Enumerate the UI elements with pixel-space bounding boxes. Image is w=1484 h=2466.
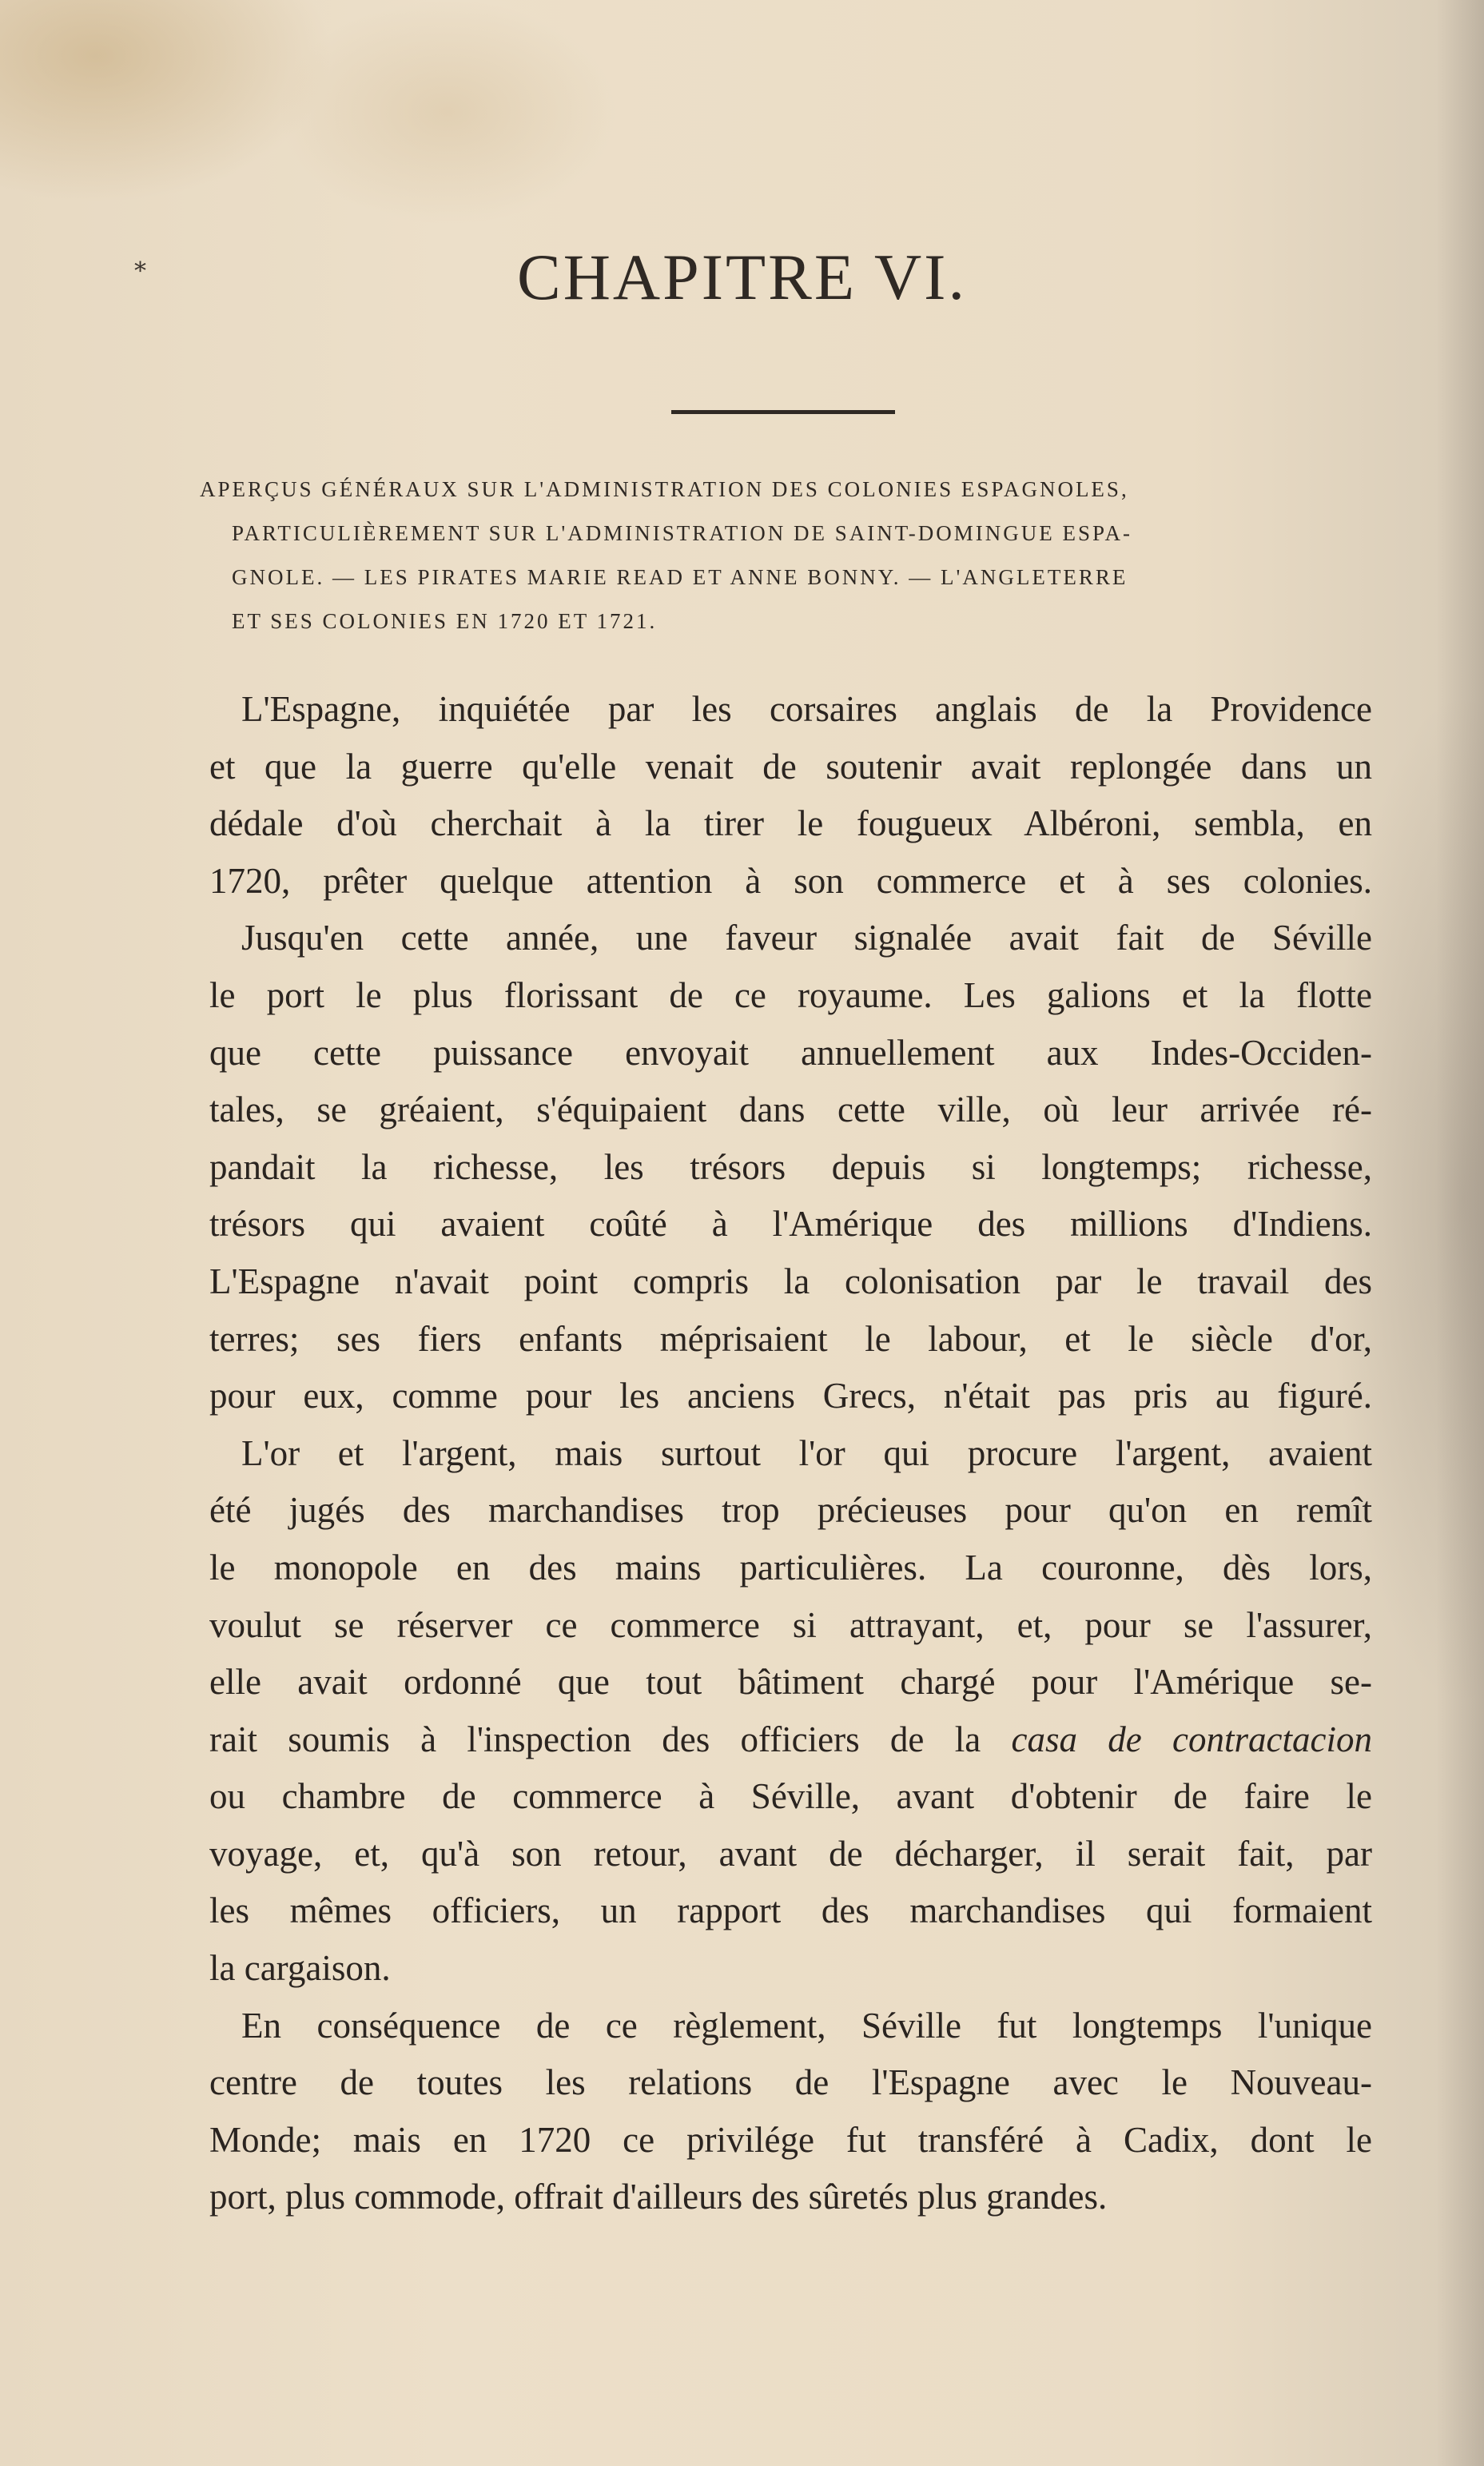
ornament-star: * bbox=[134, 257, 146, 285]
body-line: Monde; mais en 1720 ce privilége fut transféré à Cadix, dont le bbox=[209, 2119, 1372, 2160]
body-line: En conséquence de ce règlement, Séville fut longtemps l'unique bbox=[241, 2005, 1372, 2046]
body-line: terres; ses fiers enfants méprisaient le labour, et le siècle d'or, bbox=[209, 1318, 1372, 1359]
body-line-with-italic bbox=[209, 1711, 1372, 1769]
body-line: L'or et l'argent, mais surtout l'or qui procure l'argent, avaient bbox=[241, 1432, 1372, 1473]
body-line: que cette puissance envoyait annuellement aux Indes-Occiden- bbox=[209, 1032, 1372, 1073]
body-line: voyage, et, qu'à son retour, avant de décharger, il serait fait, par bbox=[209, 1833, 1372, 1874]
summary-line: APERÇUS GÉNÉRAUX SUR L'ADMINISTRATION DES COLONIES ESPAGNOLES, bbox=[200, 477, 1129, 501]
body-line: centre de toutes les relations de l'Espagne avec le Nouveau- bbox=[209, 2062, 1372, 2103]
body-line: dédale d'où cherchait à la tirer le fougueux Albéroni, sembla, en bbox=[209, 803, 1372, 844]
body-line: la cargaison. bbox=[209, 1948, 391, 1989]
body-line: L'Espagne n'avait point compris la colonisation par le travail des bbox=[209, 1261, 1372, 1301]
summary-line: PARTICULIÈREMENT SUR L'ADMINISTRATION DE SAINT-DOMINGUE ESPA- bbox=[232, 521, 1133, 545]
body-line: ou chambre de commerce à Séville, avant d'obtenir de faire le bbox=[209, 1776, 1372, 1817]
body-line: 1720, prêter quelque attention à son commerce et à ses colonies. bbox=[209, 860, 1372, 901]
spine-shadow bbox=[1436, 0, 1484, 2466]
body-line: le port le plus florissant de ce royaume. Les galions et la flotte bbox=[209, 974, 1372, 1015]
body-line: trésors qui avaient coûté à l'Amérique des millions d'Indiens. bbox=[209, 1204, 1372, 1245]
body-line: été jugés des marchandises trop précieuses pour qu'on en remît bbox=[209, 1490, 1372, 1531]
body-line: pour eux, comme pour les anciens Grecs, n'était pas pris au figuré. bbox=[209, 1376, 1372, 1416]
italic-phrase: casa de contractacion bbox=[1011, 1719, 1372, 1759]
body-line: Jusqu'en cette année, une faveur signalée avait fait de Séville bbox=[241, 918, 1372, 958]
chapter-summary bbox=[200, 468, 1367, 643]
chapter-title: CHAPITRE VI. bbox=[517, 241, 967, 313]
body-line: tales, se gréaient, s'équipaient dans cette ville, où leur arrivée ré- bbox=[209, 1090, 1372, 1130]
body-line: voulut se réserver ce commerce si attrayant, et, pour se l'assurer, bbox=[209, 1604, 1372, 1645]
body-line: le monopole en des mains particulières. La couronne, dès lors, bbox=[209, 1547, 1372, 1588]
body-line: et que la guerre qu'elle venait de soutenir avait replongée dans un bbox=[209, 746, 1372, 787]
summary-line: ET SES COLONIES EN 1720 ET 1721. bbox=[232, 609, 658, 633]
body-text bbox=[209, 681, 1372, 2226]
body-line-start: rait soumis à l'inspection des officiers de la bbox=[209, 1719, 1012, 1759]
title-rule bbox=[671, 410, 895, 414]
body-line: port, plus commode, offrait d'ailleurs des sûretés plus grandes. bbox=[209, 2177, 1108, 2217]
body-line: les mêmes officiers, un rapport des marchandises qui formaient bbox=[209, 1890, 1372, 1931]
body-line: elle avait ordonné que tout bâtiment chargé pour l'Amérique se- bbox=[209, 1662, 1372, 1703]
body-line: L'Espagne, inquiétée par les corsaires anglais de la Providence bbox=[241, 689, 1372, 729]
summary-line: GNOLE. — LES PIRATES MARIE READ ET ANNE BONNY. — L'ANGLETERRE bbox=[232, 565, 1128, 589]
body-line: pandait la richesse, les trésors depuis si longtemps; richesse, bbox=[209, 1146, 1372, 1187]
